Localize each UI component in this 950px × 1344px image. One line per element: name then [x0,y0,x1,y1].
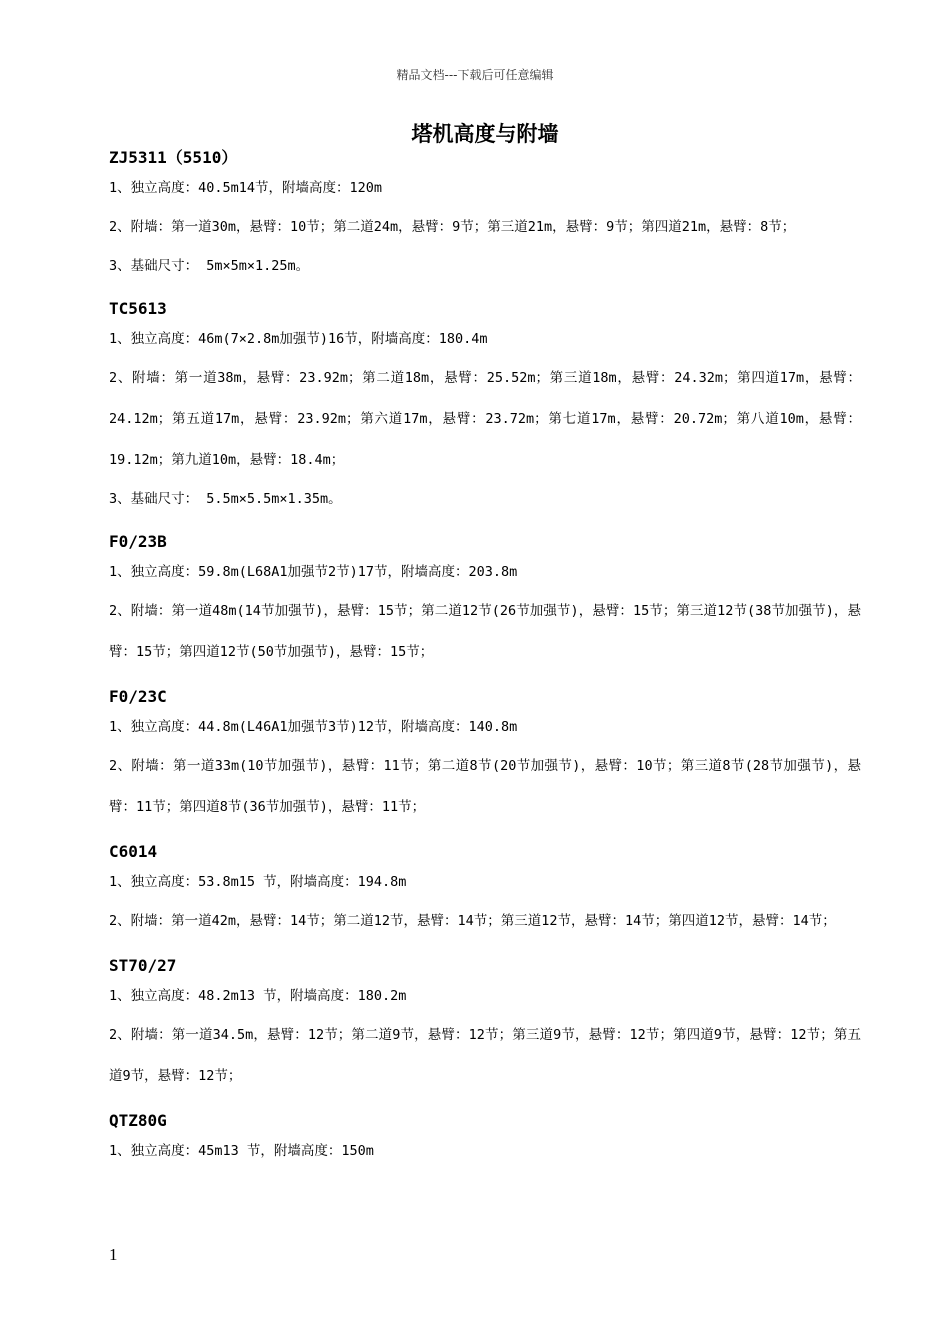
section-item: 2、附墙：第一道34.5m，悬臂：12节；第二道9节，悬臂：12节；第三道9节，悬臂：12节；第四道9节，悬臂：12节；第五道9节，悬臂：12节； [109,1027,861,1084]
section-item: 1、独立高度：48.2m13 节，附墙高度：180.2m [109,988,407,1004]
page-header: 精品文档---下载后可任意编辑 [396,68,554,82]
section-item: 2、附墙：第一道30m，悬臂：10节；第二道24m，悬臂：9节；第三道21m，悬臂：9节；第四道21m，悬臂：8节； [109,219,796,235]
section-item: 1、独立高度：45m13 节，附墙高度：150m [109,1143,374,1159]
section-title-c6014: C6014 [109,842,158,861]
document-body [109,146,861,1170]
section-item: 3、基础尺寸： 5.5m×5.5m×1.35m。 [109,491,342,507]
section-title-f0-23c: F0/23C [109,687,167,706]
section-item: 3、基础尺寸： 5m×5m×1.25m。 [109,258,310,274]
section-title-zj5311: ZJ5311（5510） [109,148,238,167]
section-item: 2、附墙：第一道48m(14节加强节)，悬臂：15节；第二道12节(26节加强节)，悬臂：15节；第三道12节(38节加强节)，悬臂：15节；第四道12节(50节加强节)，悬臂：15节； [109,603,861,660]
page-number: 1 [109,1245,118,1264]
section-title-st70-27: ST70/27 [109,956,177,975]
document-title: 塔机高度与附墙 [411,122,559,146]
section-item: 2、附墙：第一道42m，悬臂：14节；第二道12节，悬臂：14节；第三道12节，悬臂：14节；第四道12节，悬臂：14节； [109,913,836,929]
section-item: 2、附墙：第一道33m(10节加强节)，悬臂：11节；第二道8节(20节加强节)，悬臂：10节；第三道8节(28节加强节)，悬臂：11节；第四道8节(36节加强节)，悬臂：11节； [109,758,861,815]
section-item: 1、独立高度：46m(7×2.8m加强节)16节，附墙高度：180.4m [109,331,488,347]
section-title-tc5613: TC5613 [109,299,167,318]
section-item: 2、附墙：第一道38m，悬臂：23.92m；第二道18m，悬臂：25.52m；第三道18m，悬臂：24.32m；第四道17m，悬臂：24.12m；第五道17m，悬臂：23.92m；第六道17m，悬臂：23.72m；第七道17m，悬臂：20.72m；第八道10m，悬臂：19.12m；第九道10m，悬臂：18.4m； [109,370,861,468]
section-item: 1、独立高度：59.8m(L68A1加强节2节)17节，附墙高度：203.8m [109,564,518,580]
section-item: 1、独立高度：40.5m14节，附墙高度：120m [109,180,383,196]
section-item: 1、独立高度：44.8m(L46A1加强节3节)12节，附墙高度：140.8m [109,719,518,735]
section-item: 1、独立高度：53.8m15 节，附墙高度：194.8m [109,874,407,890]
section-title-qtz80g: QTZ80G [109,1111,167,1130]
section-title-f0-23b: F0/23B [109,532,167,551]
